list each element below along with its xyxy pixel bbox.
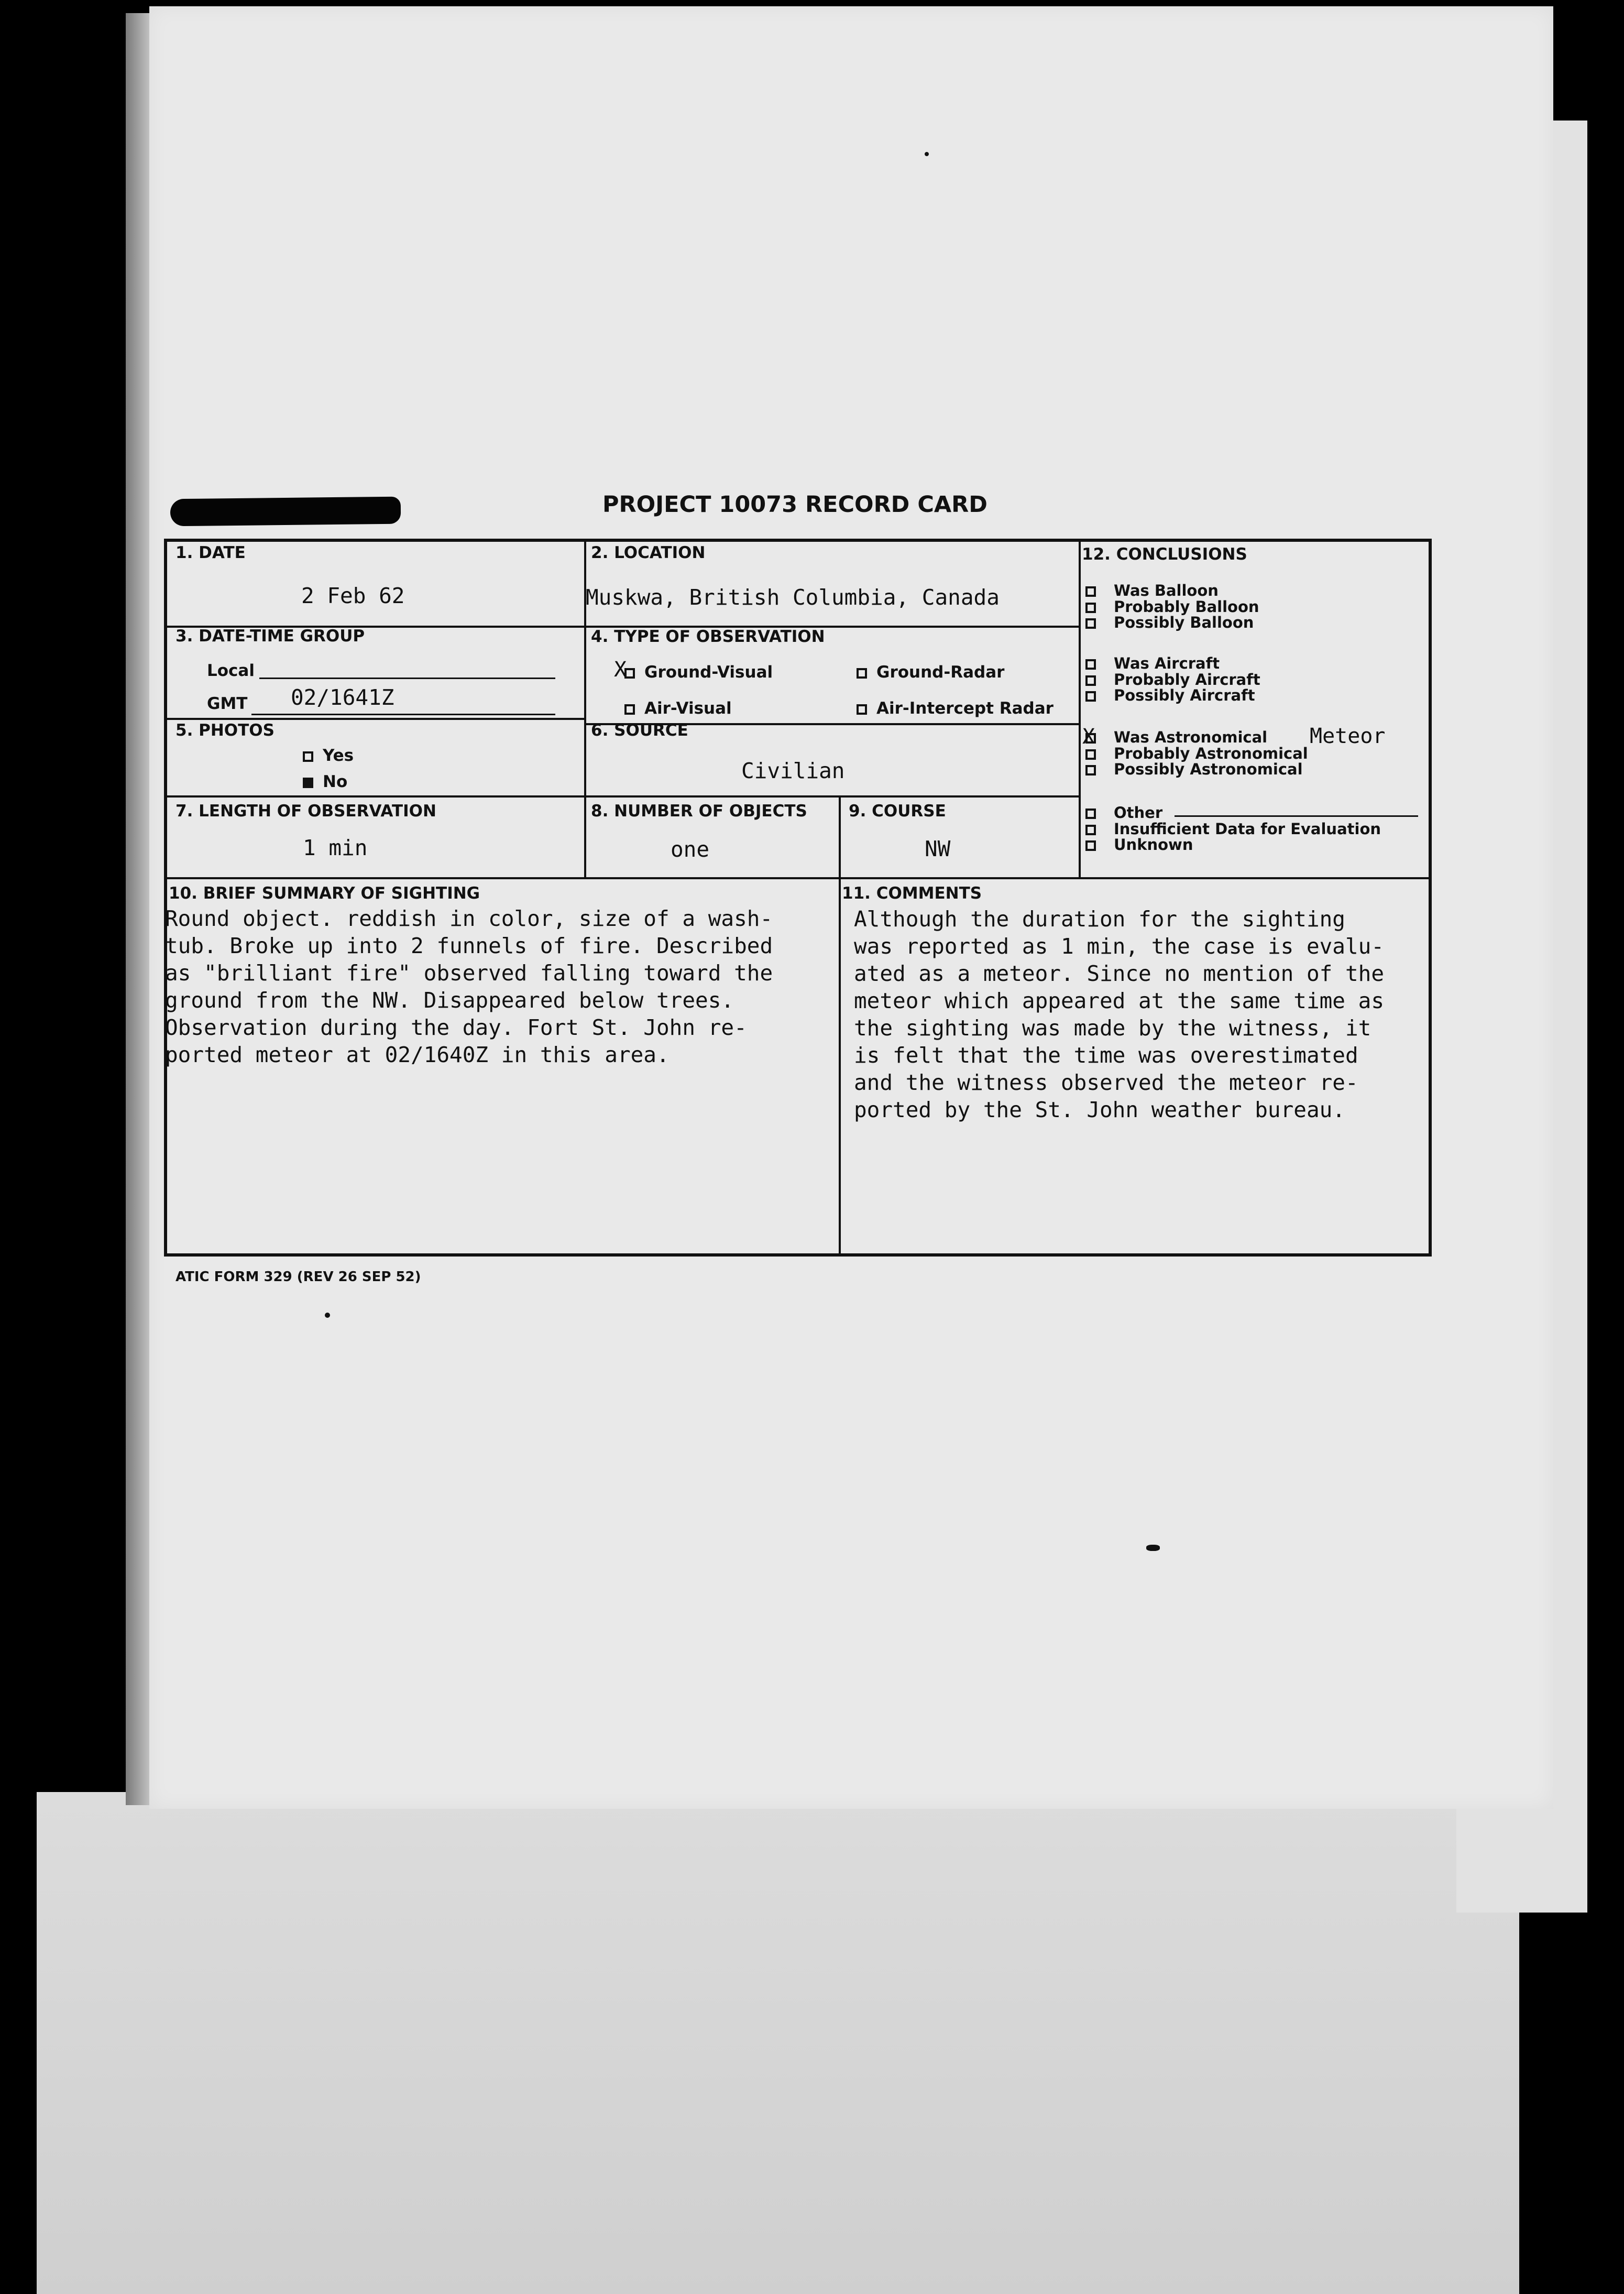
summary-label: 10. BRIEF SUMMARY OF SIGHTING (169, 884, 480, 903)
text-line: ated as a meteor. Since no mention of the (854, 961, 1385, 986)
conclusion-item[interactable] (1085, 582, 1219, 599)
checkbox-icon (1085, 659, 1096, 670)
date-value: 2 Feb 62 (301, 583, 405, 608)
checkbox-icon (624, 704, 635, 715)
conclusion-item[interactable] (1085, 760, 1303, 778)
checkbox-icon (303, 751, 313, 762)
photos-label: 5. PHOTOS (175, 721, 275, 740)
conclusion-item-label: Probably Astronomical (1114, 745, 1308, 762)
divider (167, 718, 586, 720)
comments-text (854, 905, 1384, 1123)
background-sheet (37, 1792, 1519, 2294)
redaction-mark (170, 497, 401, 527)
option-label: Ground-Radar (876, 663, 1005, 682)
location-value: Muskwa, British Columbia, Canada (586, 585, 1000, 610)
option-label: Yes (323, 746, 354, 765)
other-field-line (1175, 815, 1418, 817)
conclusion-item[interactable] (1085, 728, 1267, 746)
length-value: 1 min (303, 835, 368, 860)
local-label: Local (207, 661, 255, 680)
text-line: as "brilliant fire" observed falling toward the (165, 960, 773, 986)
divider (839, 796, 841, 1253)
text-line: meteor which appeared at the same time as (854, 988, 1385, 1013)
conclusion-item[interactable] (1085, 654, 1220, 672)
card-title: PROJECT 10073 RECORD CARD (602, 491, 987, 518)
conclusion-item-label: Was Balloon (1114, 582, 1219, 599)
photos-option-no[interactable] (303, 772, 347, 791)
checkbox-icon (1085, 825, 1096, 835)
form-number: ATIC FORM 329 (REV 26 SEP 52) (175, 1269, 421, 1285)
checkbox-icon (624, 668, 635, 679)
location-label: 2. LOCATION (591, 543, 706, 562)
source-label: 6. SOURCE (591, 721, 688, 740)
option-label: No (323, 772, 348, 791)
checkbox-icon (1085, 765, 1096, 775)
checkbox-icon (1085, 809, 1096, 819)
text-line: is felt that the time was overestimated (854, 1043, 1358, 1068)
text-line: was reported as 1 min, the case is evalu- (854, 934, 1385, 959)
conclusion-item-label: Other (1114, 804, 1163, 822)
option-label: Air-Visual (644, 699, 732, 718)
option-label: Ground-Visual (644, 663, 773, 682)
option-air-intercept-radar[interactable] (857, 699, 1054, 718)
option-ground-visual[interactable] (624, 663, 773, 682)
speck (1146, 1545, 1160, 1551)
conclusion-item[interactable] (1085, 614, 1254, 631)
conclusion-item[interactable] (1085, 671, 1260, 689)
checkbox-icon (1085, 691, 1096, 702)
checkbox-icon (1085, 586, 1096, 597)
checkbox-icon (1085, 618, 1096, 629)
conclusion-item[interactable] (1085, 836, 1193, 854)
divider (167, 795, 1081, 798)
conclusion-item-label: Probably Aircraft (1114, 671, 1260, 689)
checkbox-icon (1085, 603, 1096, 613)
divider (167, 877, 1429, 879)
conclusion-item[interactable] (1085, 686, 1255, 704)
conclusion-item-label: Was Astronomical (1114, 728, 1268, 746)
conclusion-item-label: Possibly Astronomical (1114, 760, 1303, 778)
summary-text (165, 905, 773, 1068)
conclusion-item-label: Possibly Balloon (1114, 614, 1254, 631)
option-air-visual[interactable] (624, 699, 732, 718)
text-line: and the witness observed the meteor re- (854, 1070, 1358, 1095)
checkbox-icon (857, 668, 867, 679)
conclusions-label: 12. CONCLUSIONS (1082, 545, 1247, 564)
speck (925, 152, 929, 156)
gmt-field-line (251, 714, 555, 715)
conclusion-item[interactable] (1085, 598, 1259, 616)
course-value: NW (925, 836, 951, 861)
text-line: ported by the St. John weather bureau. (854, 1097, 1345, 1122)
conclusion-item-label: Was Aircraft (1114, 654, 1220, 672)
checkbox-icon (1085, 840, 1096, 851)
text-line: the sighting was made by the witness, it (854, 1015, 1371, 1041)
conclusion-item-label: Unknown (1114, 836, 1193, 854)
text-line: ported meteor at 02/1640Z in this area. (165, 1042, 670, 1067)
objects-label: 8. NUMBER OF OBJECTS (591, 802, 807, 821)
text-line: Although the duration for the sighting (854, 906, 1345, 932)
check-mark: X (614, 658, 627, 682)
conclusion-item[interactable] (1085, 804, 1162, 822)
photos-option-yes[interactable] (303, 746, 354, 765)
checkbox-icon (857, 704, 867, 715)
conclusion-item-label: Probably Balloon (1114, 598, 1259, 616)
check-mark: X (1082, 725, 1095, 749)
conclusion-item-label: Possibly Aircraft (1114, 686, 1255, 704)
conclusion-item-label: Insufficient Data for Evaluation (1114, 820, 1381, 838)
checkbox-icon (1085, 675, 1096, 686)
option-label: Air-Intercept Radar (876, 699, 1054, 718)
observation-type-label: 4. TYPE OF OBSERVATION (591, 627, 825, 646)
course-label: 9. COURSE (849, 802, 946, 821)
date-label: 1. DATE (175, 543, 246, 562)
objects-value: one (671, 837, 710, 862)
text-line: Observation during the day. Fort St. John re- (165, 1015, 747, 1040)
text-line: tub. Broke up into 2 funnels of fire. Described (165, 933, 773, 958)
gmt-label: GMT (207, 694, 248, 713)
checkbox-icon (1085, 749, 1096, 760)
conclusion-note: Meteor (1310, 724, 1386, 748)
text-line: Round object. reddish in color, size of a wash- (165, 906, 773, 931)
local-field-line (259, 678, 555, 679)
comments-label: 11. COMMENTS (842, 884, 982, 903)
checkbox-checked-icon (303, 778, 313, 788)
text-line: ground from the NW. Disappeared below trees. (165, 988, 734, 1013)
conclusion-item[interactable] (1085, 745, 1308, 762)
conclusion-item[interactable] (1085, 820, 1381, 838)
gmt-value: 02/1641Z (291, 685, 394, 710)
source-value: Civilian (741, 758, 845, 783)
dtg-label: 3. DATE-TIME GROUP (175, 627, 365, 646)
speck (325, 1313, 330, 1318)
length-label: 7. LENGTH OF OBSERVATION (175, 802, 436, 821)
option-ground-radar[interactable] (857, 663, 1004, 682)
divider (1079, 542, 1081, 877)
